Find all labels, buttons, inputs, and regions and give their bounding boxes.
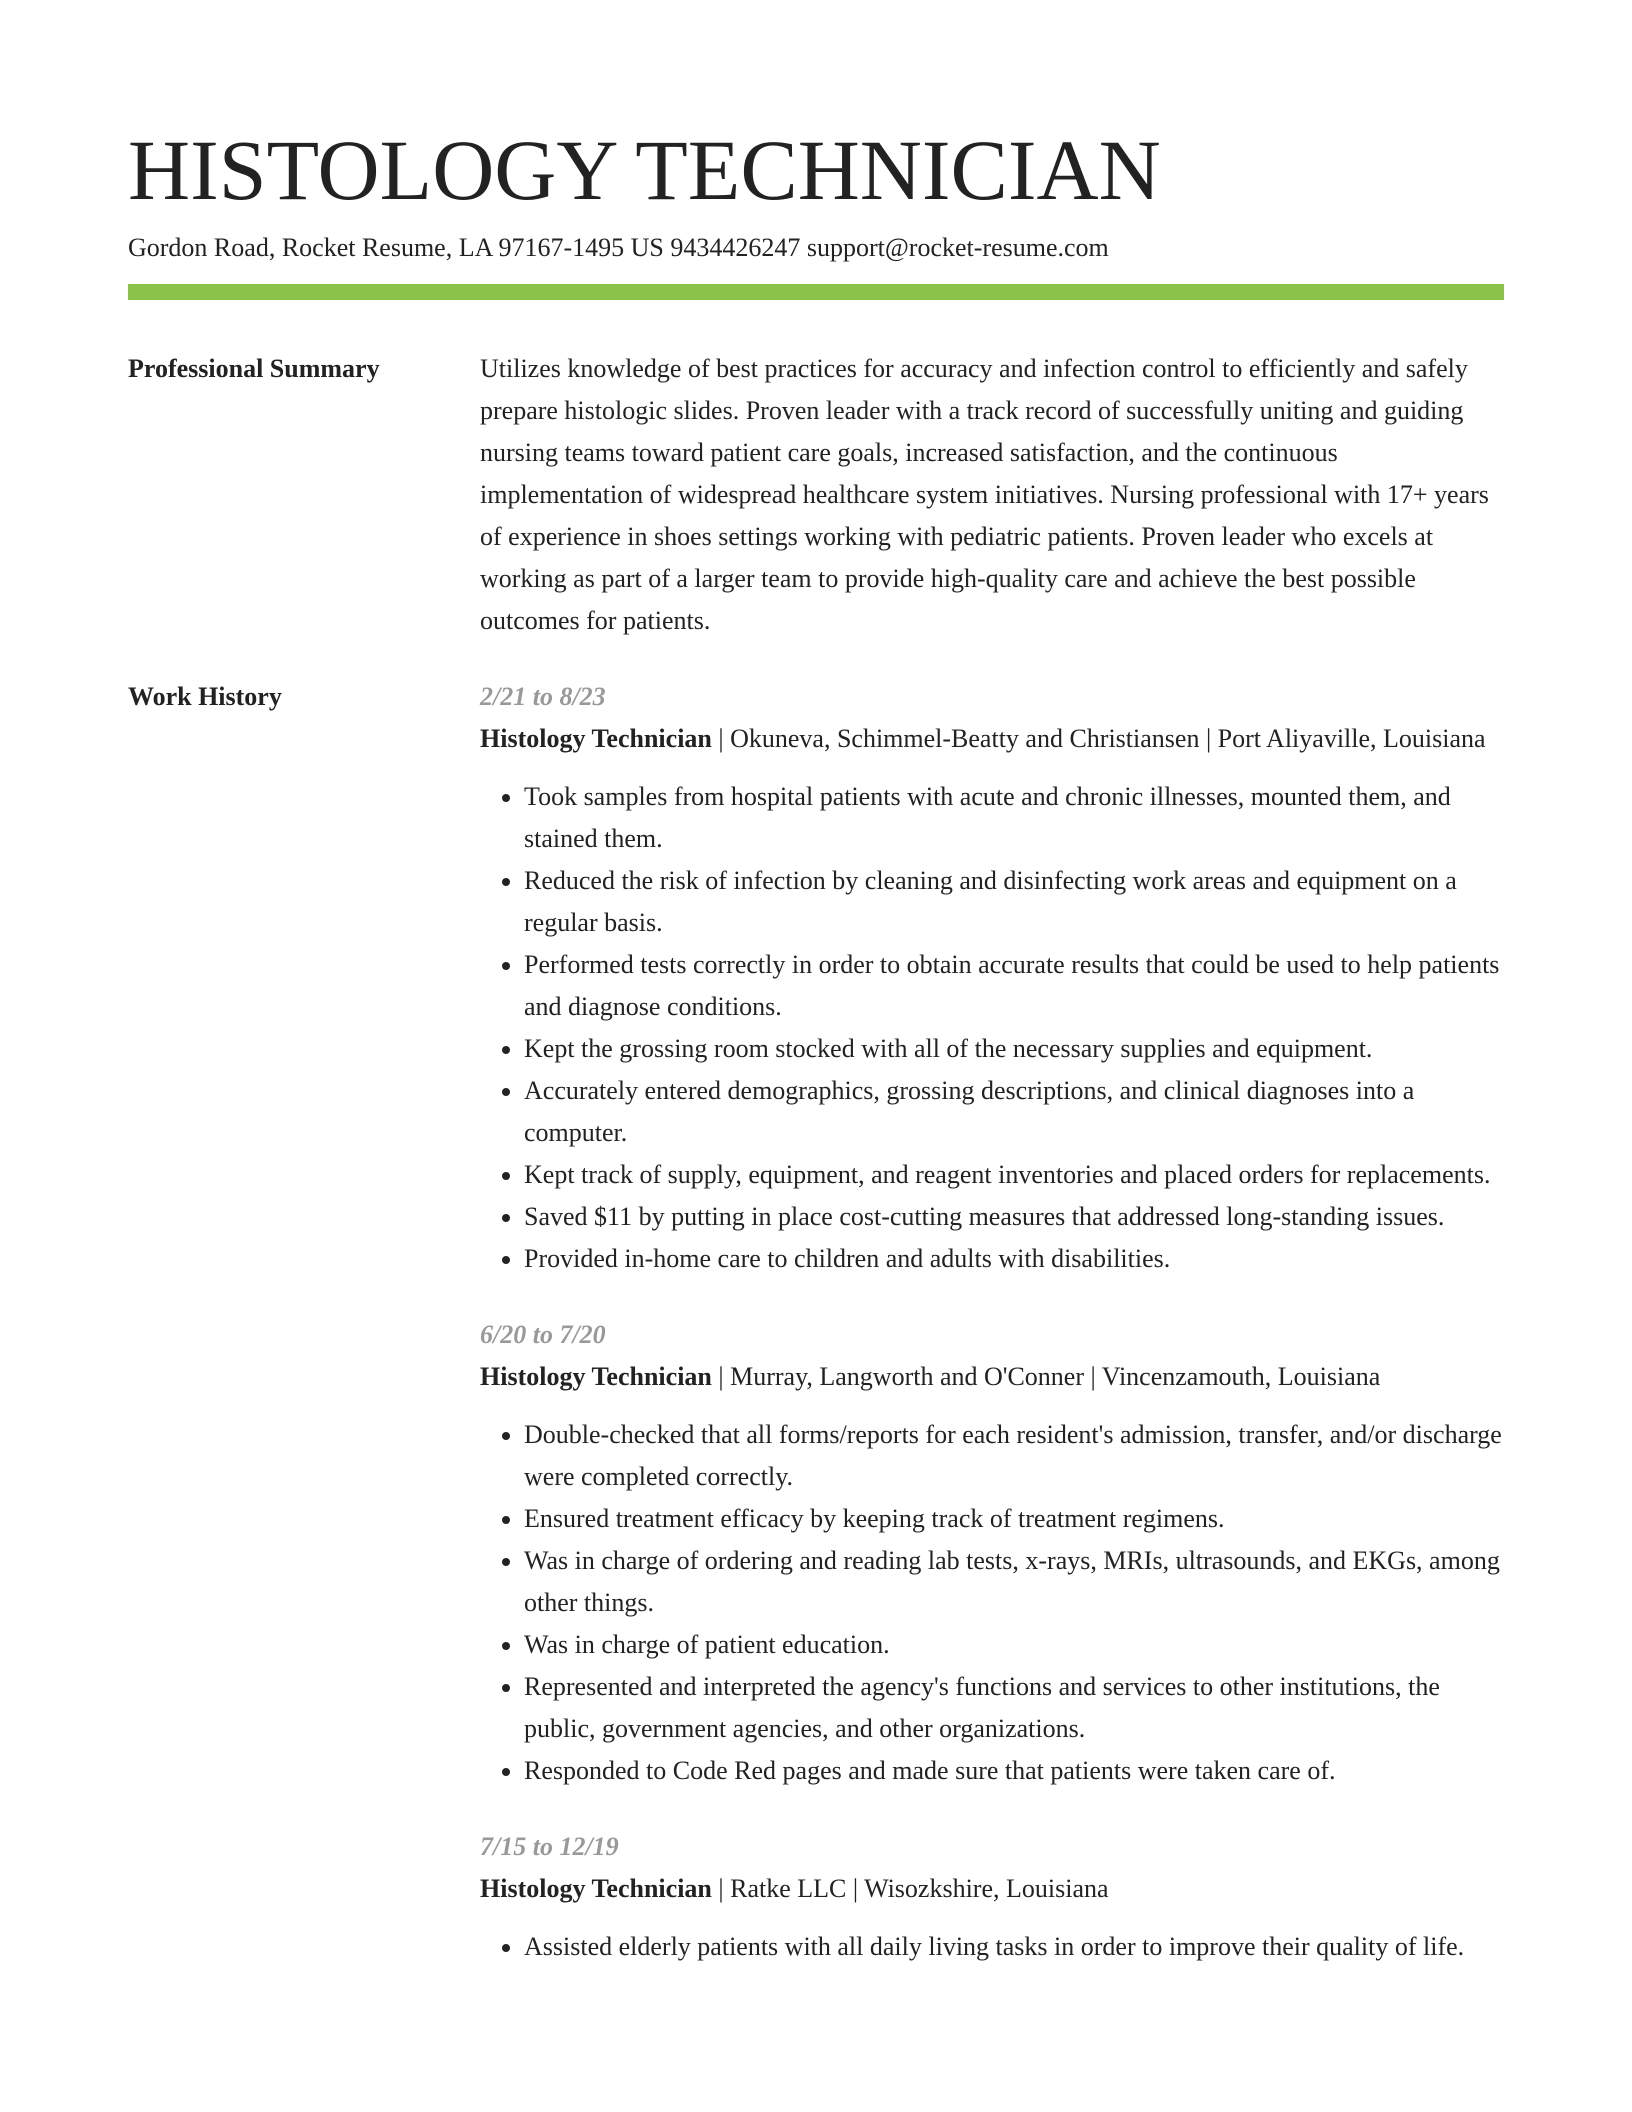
- job-entry: [480, 676, 1504, 1280]
- job-dates: 2/21 to 8/23: [480, 682, 606, 711]
- phone-text: 9434426247: [670, 233, 801, 262]
- accent-divider: [128, 284, 1504, 300]
- job-employer-location: | Ratke LLC | Wisozkshire, Louisiana: [711, 1874, 1109, 1903]
- job-bullet: • Saved $11 by putting in place cost-cutting measures that addressed long-standing issues.: [524, 1196, 1504, 1238]
- summary-section: [128, 348, 1504, 642]
- job-bullet: • Assisted elderly patients with all daily living tasks in order to improve their quality of life.: [524, 1926, 1504, 1968]
- job-bullet: • Kept track of supply, equipment, and reagent inventories and placed orders for replacements.: [524, 1154, 1504, 1196]
- job-dates: 6/20 to 7/20: [480, 1320, 606, 1349]
- job-bullet: • Kept the grossing room stocked with all of the necessary supplies and equipment.: [524, 1028, 1504, 1070]
- job-title: Histology Technician: [480, 1874, 712, 1903]
- contact-line: [128, 230, 1504, 266]
- job-bullet: • Was in charge of patient education.: [524, 1624, 1504, 1666]
- job-heading-line: [480, 718, 1504, 760]
- work-history-section: [128, 676, 1504, 2002]
- job-bullet: • Represented and interpreted the agency's functions and services to other institutions, the public, government agencies, and other organizations.: [524, 1666, 1504, 1750]
- job-heading-line: [480, 1868, 1504, 1910]
- job-title: Histology Technician: [480, 1362, 712, 1391]
- address-text: Gordon Road, Rocket Resume, LA 97167-1495 US: [128, 233, 664, 262]
- job-list: [480, 676, 1504, 2002]
- job-heading-line: [480, 1356, 1504, 1398]
- job-bullet: • Was in charge of ordering and reading lab tests, x-rays, MRIs, ultrasounds, and EKGs, among other things.: [524, 1540, 1504, 1624]
- job-bullet-list: [480, 1926, 1504, 1968]
- job-bullet-list: [480, 1414, 1504, 1792]
- resume-page: [128, 120, 1504, 2002]
- summary-heading: Professional Summary: [128, 354, 380, 383]
- job-bullet: • Double-checked that all forms/reports for each resident's admission, transfer, and/or discharge were completed correctly.: [524, 1414, 1504, 1498]
- job-bullet: • Provided in-home care to children and adults with disabilities.: [524, 1238, 1504, 1280]
- job-employer-location: | Okuneva, Schimmel-Beatty and Christiansen | Port Aliyaville, Louisiana: [711, 724, 1486, 753]
- summary-text: Utilizes knowledge of best practices for accuracy and infection control to efficiently and safely prepare histologic slides. Proven leader with a track record of successfully uniting and guiding nursing teams toward patient care goals, increased satisfaction, and the continuous implementation of widespread healthcare system initiatives. Nursing professional with 17+ years of experience in shoes settings working with pediatric patients. Proven leader who excels at working as part of a larger team to provide high-quality care and achieve the best possible outcomes for patients.: [480, 354, 1489, 635]
- work-history-heading: Work History: [128, 682, 282, 711]
- job-bullet: • Performed tests correctly in order to obtain accurate results that could be used to help patients and diagnose conditions.: [524, 944, 1504, 1028]
- job-bullet: • Responded to Code Red pages and made sure that patients were taken care of.: [524, 1750, 1504, 1792]
- job-dates: 7/15 to 12/19: [480, 1832, 619, 1861]
- job-bullet: • Accurately entered demographics, grossing descriptions, and clinical diagnoses into a computer.: [524, 1070, 1504, 1154]
- job-bullet: • Reduced the risk of infection by cleaning and disinfecting work areas and equipment on a regular basis.: [524, 860, 1504, 944]
- job-entry: [480, 1826, 1504, 1968]
- job-entry: [480, 1314, 1504, 1792]
- job-title: Histology Technician: [480, 724, 712, 753]
- resume-title: HISTOLOGY TECHNICIAN: [128, 122, 1161, 218]
- job-bullet: • Ensured treatment efficacy by keeping track of treatment regimens.: [524, 1498, 1504, 1540]
- email-text: support@rocket-resume.com: [806, 233, 1109, 262]
- job-bullet-list: [480, 776, 1504, 1280]
- job-bullet: • Took samples from hospital patients with acute and chronic illnesses, mounted them, and stained them.: [524, 776, 1504, 860]
- job-employer-location: | Murray, Langworth and O'Conner | Vincenzamouth, Louisiana: [711, 1362, 1381, 1391]
